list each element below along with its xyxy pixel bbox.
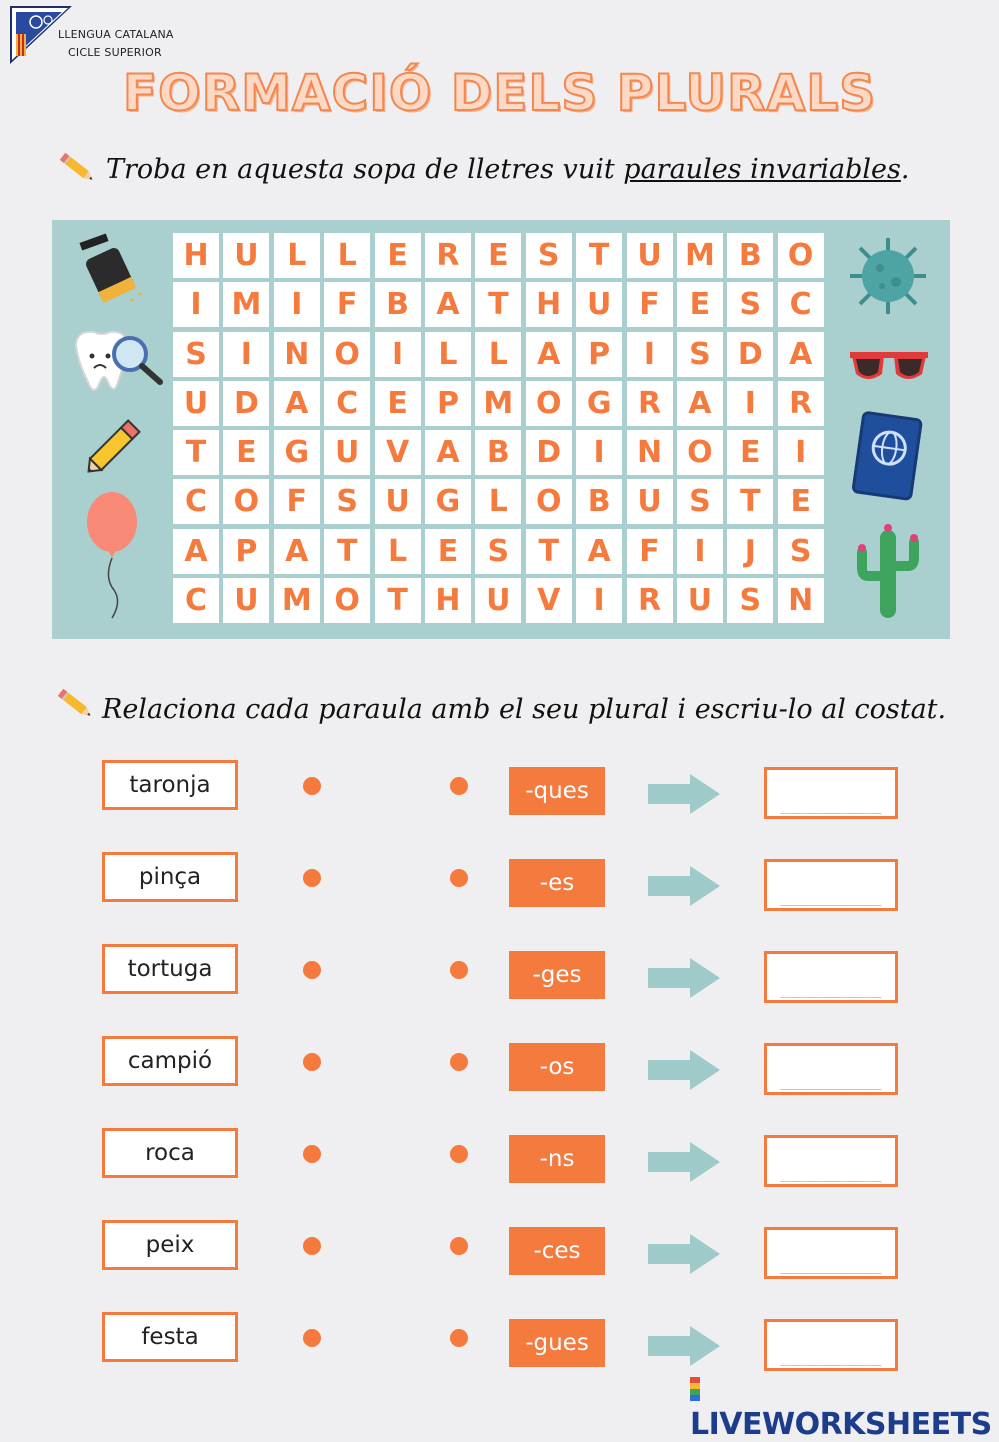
grid-cell[interactable]: B <box>475 430 521 475</box>
match-dot-left[interactable] <box>303 1329 321 1347</box>
grid-cell[interactable]: U <box>677 578 723 623</box>
word-box: campió <box>102 1036 238 1086</box>
grid-cell[interactable]: I <box>576 578 622 623</box>
grid-cell[interactable]: I <box>274 282 320 327</box>
arrow-right-icon <box>648 1050 720 1090</box>
grid-cell[interactable]: T <box>576 233 622 278</box>
grid-cell[interactable]: O <box>324 332 370 377</box>
grid-cell[interactable]: O <box>324 578 370 623</box>
virus-icon <box>846 236 930 316</box>
grid-cell[interactable]: M <box>677 233 723 278</box>
grid-cell[interactable]: E <box>375 381 421 426</box>
grid-cell[interactable]: P <box>576 332 622 377</box>
grid-cell[interactable]: U <box>475 578 521 623</box>
grid-cell[interactable]: M <box>223 282 269 327</box>
grid-cell[interactable]: L <box>475 332 521 377</box>
grid-cell[interactable]: L <box>425 332 471 377</box>
arrow-right-icon <box>648 958 720 998</box>
grid-cell[interactable]: I <box>173 282 219 327</box>
grid-cell[interactable]: P <box>425 381 471 426</box>
grid-cell[interactable]: G <box>274 430 320 475</box>
suffix-box: -gues <box>509 1319 605 1367</box>
grid-cell[interactable]: E <box>677 282 723 327</box>
match-dot-left[interactable] <box>303 1145 321 1163</box>
cactus-icon <box>856 516 920 622</box>
grid-cell[interactable]: A <box>274 529 320 574</box>
grid-cell[interactable]: O <box>778 233 824 278</box>
match-dot-left[interactable] <box>303 777 321 795</box>
grid-cell[interactable]: G <box>425 479 471 524</box>
grid-cell[interactable]: I <box>576 430 622 475</box>
grid-cell[interactable]: I <box>627 332 673 377</box>
grid-cell[interactable]: A <box>425 430 471 475</box>
instruction-underlined-text: paraules invariables <box>623 154 901 185</box>
grid-cell[interactable]: U <box>627 233 673 278</box>
suffix-box: -ces <box>509 1227 605 1275</box>
grid-cell[interactable]: S <box>677 332 723 377</box>
word-search-grid <box>173 233 823 623</box>
instruction-word-search <box>106 154 909 185</box>
grid-cell[interactable]: L <box>324 233 370 278</box>
grid-cell[interactable]: S <box>677 479 723 524</box>
grid-cell[interactable]: A <box>274 381 320 426</box>
match-dot-right[interactable] <box>450 869 468 887</box>
grid-cell[interactable]: T <box>526 529 572 574</box>
sunglasses-icon <box>848 340 930 386</box>
tooth-magnifier-icon <box>68 326 166 404</box>
grid-cell[interactable]: N <box>778 578 824 623</box>
grid-cell[interactable]: D <box>727 332 773 377</box>
arrow-right-icon <box>648 1326 720 1366</box>
header-level: CICLE SUPERIOR <box>68 46 162 59</box>
plural-answer-field[interactable]: ____________ <box>764 1227 898 1279</box>
instruction-text: Troba en aquesta sopa de lletres vuit <box>106 154 624 185</box>
grid-cell[interactable]: S <box>324 479 370 524</box>
grid-cell[interactable]: S <box>778 529 824 574</box>
grid-cell[interactable]: R <box>627 381 673 426</box>
grid-cell[interactable]: F <box>324 282 370 327</box>
grid-cell[interactable]: C <box>324 381 370 426</box>
match-dot-left[interactable] <box>303 1237 321 1255</box>
grid-cell[interactable]: M <box>475 381 521 426</box>
plural-answer-field[interactable]: ____________ <box>764 859 898 911</box>
brand-badge-icon <box>690 1377 700 1401</box>
grid-cell[interactable]: I <box>223 332 269 377</box>
grid-cell[interactable]: S <box>526 233 572 278</box>
suffix-box: -ques <box>509 767 605 815</box>
grid-cell[interactable]: I <box>727 381 773 426</box>
instruction-period: . <box>900 154 910 185</box>
plural-answer-field[interactable]: ____________ <box>764 1319 898 1371</box>
match-dot-right[interactable] <box>450 961 468 979</box>
grid-cell[interactable]: L <box>375 529 421 574</box>
grid-cell[interactable]: T <box>475 282 521 327</box>
word-box: festa <box>102 1312 238 1362</box>
suffix-box: -es <box>509 859 605 907</box>
grid-cell[interactable]: V <box>375 430 421 475</box>
plural-answer-field[interactable]: ____________ <box>764 951 898 1003</box>
suffix-box: -os <box>509 1043 605 1091</box>
match-dot-left[interactable] <box>303 961 321 979</box>
match-dot-right[interactable] <box>450 1237 468 1255</box>
grid-cell[interactable]: E <box>727 430 773 475</box>
arrow-right-icon <box>648 1234 720 1274</box>
grid-cell[interactable]: R <box>627 578 673 623</box>
instruction-matching: Relaciona cada paraula amb el seu plural i escriu-lo al costat. <box>102 694 947 725</box>
grid-cell[interactable]: U <box>627 479 673 524</box>
grid-cell[interactable]: C <box>173 479 219 524</box>
spotlight-icon <box>70 230 150 310</box>
grid-cell[interactable]: R <box>425 233 471 278</box>
match-dot-right[interactable] <box>450 1329 468 1347</box>
plural-answer-field[interactable]: ____________ <box>764 1135 898 1187</box>
grid-cell[interactable]: E <box>375 233 421 278</box>
grid-cell[interactable]: S <box>475 529 521 574</box>
grid-cell[interactable]: L <box>475 479 521 524</box>
grid-cell[interactable]: C <box>173 578 219 623</box>
grid-cell[interactable]: S <box>727 282 773 327</box>
grid-cell[interactable]: T <box>173 430 219 475</box>
grid-cell[interactable]: V <box>526 578 572 623</box>
pencil-icon <box>78 410 150 482</box>
grid-cell[interactable]: H <box>425 578 471 623</box>
grid-cell[interactable]: M <box>274 578 320 623</box>
liveworksheets-brand <box>690 1372 999 1442</box>
grid-cell[interactable]: A <box>778 332 824 377</box>
page-title: FORMACIÓ DELS PLURALS <box>122 64 877 122</box>
match-dot-left[interactable] <box>303 869 321 887</box>
header-subject: LLENGUA CATALANA <box>58 28 174 41</box>
grid-cell[interactable]: T <box>375 578 421 623</box>
match-dot-right[interactable] <box>450 1145 468 1163</box>
pencil-bullet-icon <box>56 686 96 724</box>
suffix-box: -ges <box>509 951 605 999</box>
grid-cell[interactable]: O <box>223 479 269 524</box>
grid-cell[interactable]: N <box>627 430 673 475</box>
grid-cell[interactable]: D <box>223 381 269 426</box>
grid-cell[interactable]: B <box>375 282 421 327</box>
grid-cell[interactable]: U <box>324 430 370 475</box>
brand-text: LIVEWORKSHEETS <box>690 1407 992 1442</box>
arrow-right-icon <box>648 866 720 906</box>
grid-cell[interactable]: I <box>778 430 824 475</box>
grid-cell[interactable]: U <box>576 282 622 327</box>
plural-answer-field[interactable]: ____________ <box>764 1043 898 1095</box>
match-dot-left[interactable] <box>303 1053 321 1071</box>
grid-cell[interactable]: E <box>778 479 824 524</box>
grid-cell[interactable]: E <box>223 430 269 475</box>
grid-cell[interactable]: B <box>727 233 773 278</box>
grid-cell[interactable]: T <box>324 529 370 574</box>
match-dot-right[interactable] <box>450 777 468 795</box>
balloon-icon <box>82 490 142 620</box>
grid-cell[interactable]: A <box>425 282 471 327</box>
grid-cell[interactable]: U <box>223 233 269 278</box>
word-box: tortuga <box>102 944 238 994</box>
word-box: pinça <box>102 852 238 902</box>
grid-cell[interactable]: B <box>576 479 622 524</box>
grid-cell[interactable]: A <box>173 529 219 574</box>
grid-cell[interactable]: U <box>173 381 219 426</box>
word-box: roca <box>102 1128 238 1178</box>
grid-cell[interactable]: S <box>727 578 773 623</box>
grid-cell[interactable]: F <box>274 479 320 524</box>
grid-cell[interactable]: S <box>173 332 219 377</box>
grid-cell[interactable]: H <box>526 282 572 327</box>
grid-cell[interactable]: J <box>727 529 773 574</box>
passport-icon <box>850 410 926 504</box>
grid-cell[interactable]: D <box>526 430 572 475</box>
grid-cell[interactable]: E <box>425 529 471 574</box>
grid-cell[interactable]: I <box>677 529 723 574</box>
arrow-right-icon <box>648 1142 720 1182</box>
grid-cell[interactable]: G <box>576 381 622 426</box>
word-box: taronja <box>102 760 238 810</box>
grid-cell[interactable]: F <box>627 529 673 574</box>
grid-cell[interactable]: T <box>727 479 773 524</box>
grid-cell[interactable]: R <box>778 381 824 426</box>
grid-cell[interactable]: O <box>526 479 572 524</box>
plural-answer-field[interactable]: ____________ <box>764 767 898 819</box>
grid-cell[interactable]: A <box>677 381 723 426</box>
grid-cell[interactable]: E <box>475 233 521 278</box>
grid-cell[interactable]: N <box>274 332 320 377</box>
match-dot-right[interactable] <box>450 1053 468 1071</box>
suffix-box: -ns <box>509 1135 605 1183</box>
grid-cell[interactable]: P <box>223 529 269 574</box>
grid-cell[interactable]: U <box>375 479 421 524</box>
grid-cell[interactable]: H <box>173 233 219 278</box>
grid-cell[interactable]: I <box>375 332 421 377</box>
grid-cell[interactable]: L <box>274 233 320 278</box>
grid-cell[interactable]: A <box>576 529 622 574</box>
grid-cell[interactable]: O <box>677 430 723 475</box>
pencil-bullet-icon <box>58 150 98 188</box>
grid-cell[interactable]: C <box>778 282 824 327</box>
grid-cell[interactable]: U <box>223 578 269 623</box>
word-box: peix <box>102 1220 238 1270</box>
arrow-right-icon <box>648 774 720 814</box>
grid-cell[interactable]: A <box>526 332 572 377</box>
grid-cell[interactable]: F <box>627 282 673 327</box>
grid-cell[interactable]: O <box>526 381 572 426</box>
